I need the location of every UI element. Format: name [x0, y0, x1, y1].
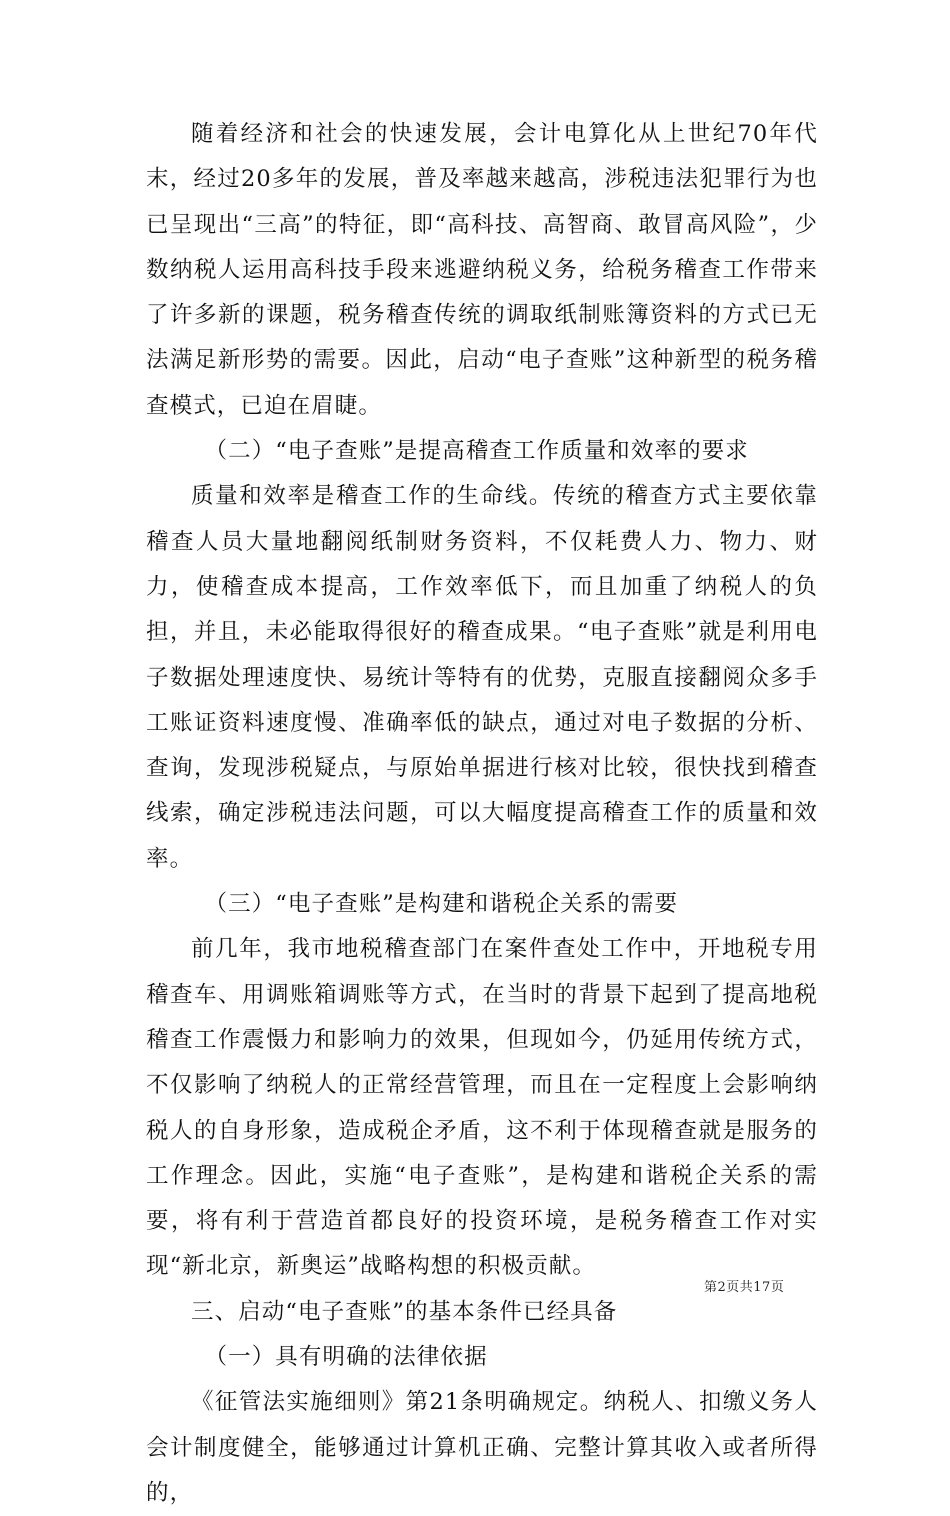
section-heading-legal-basis: （一）具有明确的法律依据: [204, 1344, 488, 1371]
paragraph-background: 随着经济和社会的快速发展，会计电算化从上世纪70年代末，经过20多年的发展，普及率越来越高，涉税违法犯罪行为也已呈现出“三高”的特征，即“高科技、高智商、敢冒高风险”，少数纳税人运用高科技手段来逃避纳税义务，给税务稽查工作带来了许多新的课题，税务稽查传统的调取纸制账簿资料的方式已无法满足新形势的需要。因此，启动“电子查账”这种新型的税务稽查模式，已迫在眉睫。: [146, 121, 818, 419]
section-heading-harmonious-relations: （三）“电子查账”是构建和谐税企关系的需要: [204, 891, 679, 918]
document-body: [146, 112, 818, 1516]
section-heading-quality-efficiency: （二）“电子查账”是提高稽查工作质量和效率的要求: [204, 438, 749, 465]
paragraph-quality-efficiency: 质量和效率是稽查工作的生命线。传统的稽查方式主要依靠稽查人员大量地翻阅纸制财务资料，不仅耗费人力、物力、财力，使稽查成本提高，工作效率低下，而且加重了纳税人的负担，并且，未必能取得很好的稽查成果。“电子查账”就是利用电子数据处理速度快、易统计等特有的优势，克服直接翻阅众多手工账证资料速度慢、准确率低的缺点，通过对电子数据的分析、查询，发现涉税疑点，与原始单据进行核对比较，很快找到稽查线索，确定涉税违法问题，可以大幅度提高稽查工作的质量和效率。: [146, 483, 818, 872]
paragraph-harmonious-relations: 前几年，我市地税稽查部门在案件查处工作中，开地税专用稽查车、用调账箱调账等方式，在当时的背景下起到了提高地税稽查工作震慑力和影响力的效果，但现如今，仍延用传统方式，不仅影响了纳税人的正常经营管理，而且在一定程度上会影响纳税人的自身形象，造成税企矛盾，这不利于体现稽查就是服务的工作理念。因此，实施“电子查账”，是构建和谐税企关系的需要，将有利于营造首都良好的投资环境，是税务稽查工作对实现“新北京，新奥运”战略构想的积极贡献。: [146, 936, 818, 1280]
section-heading-basic-conditions: 三、启动“电子查账”的基本条件已经具备: [191, 1298, 618, 1325]
paragraph-legal-basis: 《征管法实施细则》第21条明确规定。纳税人、扣缴义务人会计制度健全，能够通过计算机正确、完整计算其收入或者所得的，: [146, 1389, 818, 1506]
page-number-footer: 第2页共17页: [704, 1280, 785, 1295]
